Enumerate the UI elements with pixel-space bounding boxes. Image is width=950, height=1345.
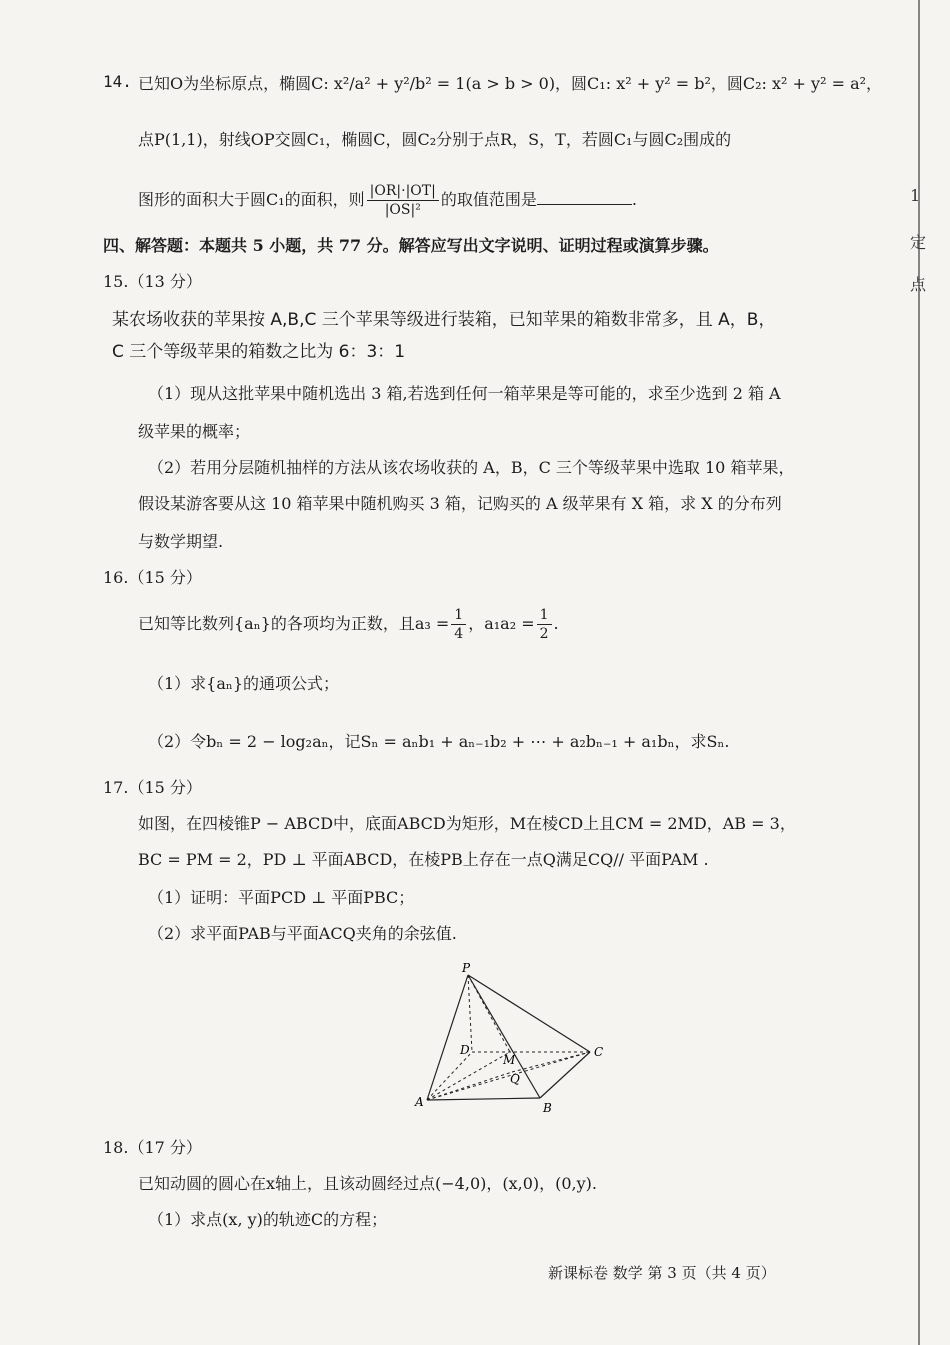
- q15-part2b: 假设某游客要从这 10 箱苹果中随机购买 3 箱，记购买的 A 级苹果有 X 箱，求 X 的分布列: [138, 494, 782, 513]
- q14-line3-post: 的取值范围是: [440, 190, 537, 209]
- q15-part2a: （2）若用分层随机抽样的方法从该农场收获的 A，B，C 三个等级苹果中选取 10 箱苹果，: [148, 458, 795, 477]
- page-footer: 新课标卷 数学 第 3 页（共 4 页）: [548, 1264, 776, 1282]
- edge-AD: [427, 1052, 472, 1100]
- label-C: C: [594, 1045, 604, 1059]
- label-A: A: [415, 1095, 424, 1109]
- label-B: B: [543, 1101, 552, 1115]
- q16-intro-mid: ，a₁a₂ =: [468, 614, 535, 633]
- q14-line3-end: .: [631, 190, 637, 209]
- q16-header: 16.（15 分）: [103, 568, 202, 587]
- q16-intro-post: .: [553, 614, 559, 633]
- label-Q: Q: [510, 1072, 520, 1086]
- q14-line1: 已知O为坐标原点，椭圆C: x²/a² + y²/b² = 1(a > b > 0)，圆C₁: x² + y² = b²，圆C₂: x² + y² = a²，: [138, 74, 883, 93]
- label-D: D: [460, 1043, 470, 1057]
- label-P: P: [462, 961, 471, 975]
- q17-part2: （2）求平面PAB与平面ACQ夹角的余弦值.: [148, 924, 457, 943]
- pyramid-figure: [410, 960, 610, 1120]
- q15-header: 15.（13 分）: [103, 272, 202, 291]
- q14-fraction: [367, 182, 439, 219]
- fraction-denominator: |OS|²: [384, 202, 421, 218]
- edge-AB: [427, 1098, 540, 1100]
- edge-PD: [468, 975, 472, 1052]
- fraction-numerator: |OR|·|OT|: [367, 182, 439, 201]
- q16-fraction-a3: [451, 606, 466, 643]
- edge-AM: [427, 1052, 510, 1100]
- q14-line3-pre: 图形的面积大于圆C₁的面积，则: [138, 190, 365, 209]
- q16-intro: [138, 602, 559, 646]
- q15-part1b: 级苹果的概率；: [138, 422, 251, 441]
- fraction-denominator: 4: [454, 626, 464, 642]
- q14-line2: 点P(1,1)，射线OP交圆C₁，椭圆C，圆C₂分别于点R，S，T，若圆C₁与圆C₂围成的: [138, 130, 732, 149]
- fraction-numerator: 1: [537, 606, 552, 625]
- edge-PB: [468, 975, 540, 1098]
- edge-PM: [468, 975, 510, 1052]
- fraction-denominator: 2: [539, 626, 549, 642]
- fraction-numerator: 1: [451, 606, 466, 625]
- pyramid-diagram: [410, 960, 610, 1120]
- q16-fraction-a1a2: [537, 606, 552, 643]
- q17-header: 17.（15 分）: [103, 778, 202, 797]
- q18-header: 18.（17 分）: [103, 1138, 202, 1157]
- q18-part1: （1）求点(x, y)的轨迹C的方程；: [148, 1210, 388, 1229]
- question-number: 14.: [103, 72, 132, 91]
- edge-PA: [427, 975, 468, 1100]
- q16-part1: （1）求{aₙ}的通项公式；: [148, 674, 340, 693]
- q15-intro2: C 三个等级苹果的箱数之比为 6：3：1: [112, 342, 406, 362]
- q15-part2c: 与数学期望.: [138, 532, 224, 551]
- q17-intro2: BC = PM = 2，PD ⊥ 平面ABCD，在棱PB上存在一点Q满足CQ// 平面PAM .: [138, 850, 709, 869]
- edge-PC: [468, 975, 590, 1052]
- q17-intro1: 如图，在四棱锥P − ABCD中，底面ABCD为矩形，M在棱CD上且CM = 2MD，AB = 3，: [138, 814, 796, 833]
- answer-blank: [537, 188, 632, 205]
- q17-part1: （1）证明：平面PCD ⊥ 平面PBC；: [148, 888, 415, 907]
- q15-part1a: （1）现从这批苹果中随机选出 3 箱,若选到任何一箱苹果是等可能的，求至少选到 2 箱 A: [148, 384, 781, 403]
- q16-intro-pre: 已知等比数列{aₙ}的各项均为正数，且a₃ =: [138, 614, 450, 633]
- q14-line3: [138, 178, 637, 222]
- edge-mark: 点: [910, 275, 927, 294]
- edge-mark: 定: [910, 233, 927, 252]
- label-M: M: [503, 1053, 516, 1067]
- section-heading: 四、解答题：本题共 5 小题，共 77 分。解答应写出文字说明、证明过程或演算步骤。: [103, 236, 719, 255]
- q15-intro1: 某农场收获的苹果按 A,B,C 三个苹果等级进行装箱，已知苹果的箱数非常多，且 A，B，: [112, 310, 776, 330]
- edge-mark: 1: [910, 186, 921, 205]
- q16-part2: （2）令bₙ = 2 − log₂aₙ，记Sₙ = aₙb₁ + aₙ₋₁b₂ + ⋯ + a₂bₙ₋₁ + a₁bₙ，求Sₙ.: [148, 732, 730, 751]
- q18-intro: 已知动圆的圆心在x轴上，且该动圆经过点(−4,0)，(x,0)，(0,y).: [138, 1174, 598, 1193]
